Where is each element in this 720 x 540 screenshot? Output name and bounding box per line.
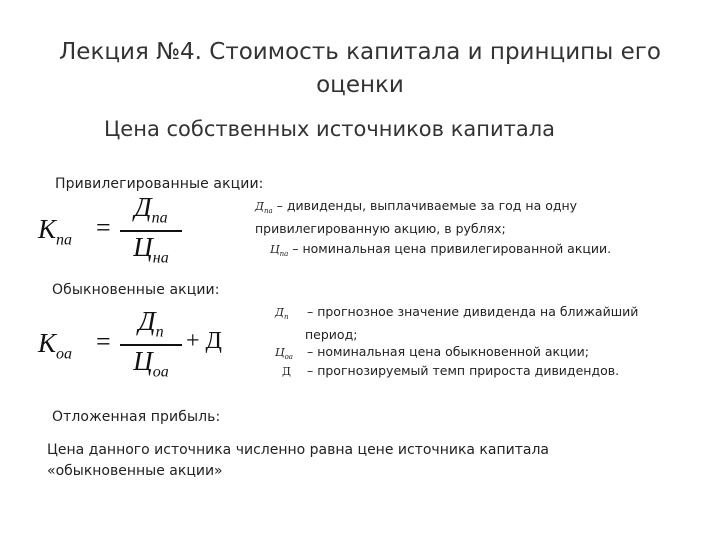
symbol-price-common: $Ц_{оа}$ (275, 346, 293, 362)
symbol-dividend-common: $Д_п$ (275, 306, 289, 322)
slide-title (40, 36, 680, 102)
retained-text-line-2: «обыкновенные акции» (47, 463, 223, 479)
formula-lhs: $K_{oa}$ (38, 328, 73, 363)
preferred-formula (38, 192, 188, 276)
retained-text-line-1: Цена данного источника численно равна цене источника капитала (47, 442, 549, 458)
slide-title-line-2: оценки (316, 72, 404, 98)
symbol-growth: Д (282, 365, 291, 378)
common-definition-growth: Д – прогнозируемый темп прироста дивидендов. (282, 362, 702, 381)
common-definition-dividend: $Д_п$ – прогнозное значение дивиденда на ближайший период; (275, 304, 639, 343)
formula-equals: = (96, 213, 111, 242)
slide-title-line-1: Лекция №4. Стоимость капитала и принципы его (59, 39, 661, 65)
preferred-shares-heading: Привилегированные акции: (55, 176, 264, 192)
symbol-price-pref: $Ц_{па}$ (270, 243, 289, 259)
slide-subtitle: Цена собственных источников капитала (104, 117, 556, 141)
formula-growth-term: + Д (186, 328, 222, 354)
formula-denominator: $Ц_{оа}$ (133, 346, 169, 381)
common-shares-heading: Обыкновенные акции: (52, 282, 220, 298)
preferred-definition-dividend: $Д_{па}$ – дивиденды, выплачиваемые за год на одну привилегированную акцию, в рублях; (255, 198, 578, 237)
formula-numerator: $Д_{na}$ (134, 192, 168, 227)
retained-earnings-heading: Отложенная прибыль: (52, 409, 221, 425)
formula-numerator: $Д_п$ (138, 306, 164, 341)
formula-equals: = (96, 327, 111, 356)
formula-denominator: $Ц_{на}$ (133, 232, 169, 267)
formula-lhs: $K_{na}$ (38, 214, 73, 249)
preferred-definition-price: $Ц_{па}$ – номинальная цена привилегированной акции. (270, 240, 690, 263)
common-definition-price: $Ц_{оа}$ – номинальная цена обыкновенной акции; (275, 343, 695, 366)
retained-earnings-text (47, 440, 687, 482)
common-formula (38, 306, 238, 386)
symbol-dividend-pref: $Д_{па}$ (255, 200, 273, 216)
